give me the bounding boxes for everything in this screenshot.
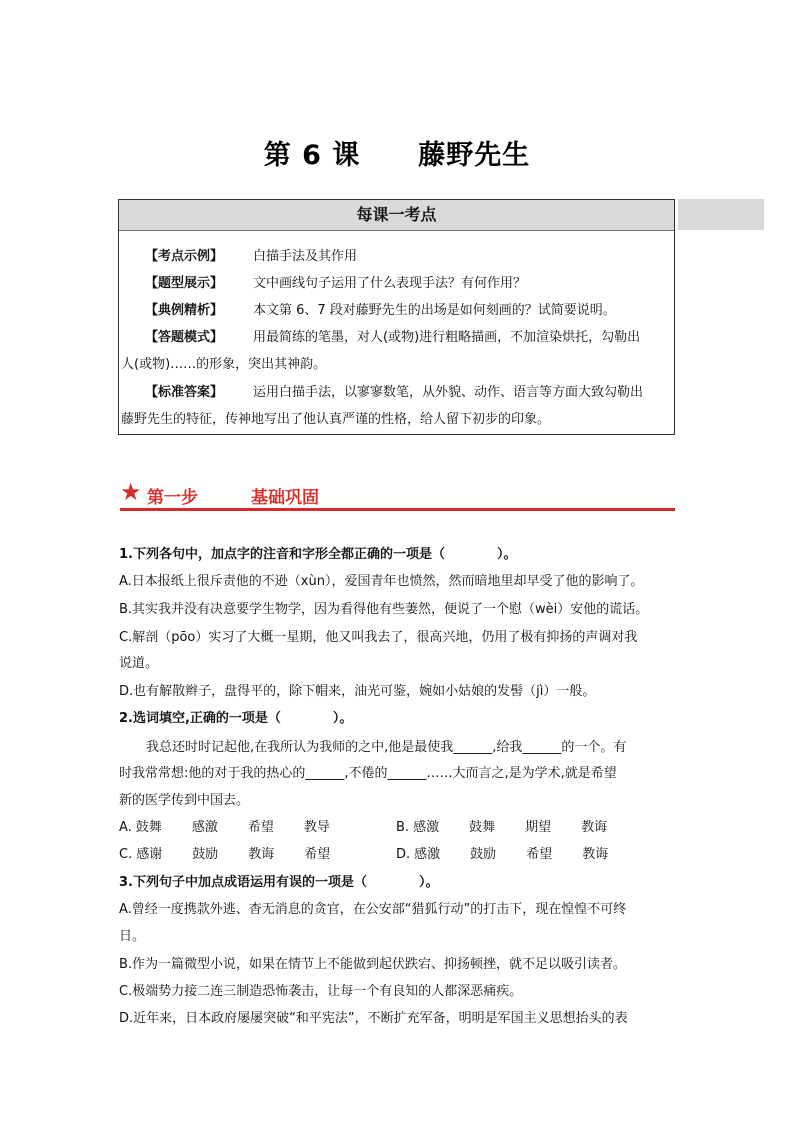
row-text: 文中画线句子运用了什么表现手法？有何作用？: [253, 276, 527, 291]
row-text: 用最简练的笔墨，对人(或物)进行粗略描画，不加渲染烘托，勾勒出: [253, 330, 641, 345]
option-word: 感谢: [136, 847, 163, 862]
step-name: 第一步: [147, 488, 198, 508]
option-word: 鼓舞: [469, 820, 496, 835]
question-3-option-b: B.作为一篇微型小说，如果在情节上不能做到起伏跌宕、抑扬顿挫，就不足以吸引读者。: [119, 957, 627, 972]
option-word: 期望: [525, 820, 552, 835]
row-label: 【典例精析】: [145, 303, 224, 318]
row-text: 本文第 6、7 段对藤野先生的出场是如何刻画的？试简要说明。: [253, 303, 616, 318]
option-word: 教诲: [248, 847, 275, 862]
option-word: 教诲: [582, 847, 609, 862]
question-3-option-a-cont: 日。: [119, 929, 146, 944]
option-word: 鼓舞: [135, 820, 162, 835]
question-1-option-c-cont: 说道。: [119, 656, 159, 671]
kaodian-row: [145, 271, 526, 297]
option-word: 感激: [413, 820, 440, 835]
question-3-stem: 3.下列句子中加点成语运用有误的一项是（ ）。: [119, 875, 439, 890]
kaodian-header: 每课一考点: [119, 200, 674, 231]
option-word: 感激: [191, 820, 218, 835]
question-2-passage: 我总还时时记起他,在我所认为我师的之中,他是最使我______,给我______的一个。有: [146, 740, 627, 755]
question-1-option-a: A.日本报纸上很斥责他的不逊（xùn），爱国青年也愤然，然而暗地里却早受了他的影响了。: [119, 574, 644, 589]
question-2-stem: 2.选词填空,正确的一项是（ ）。: [119, 711, 353, 726]
question-1-option-c: C.解剖（pōo）实习了大概一星期，他又叫我去了，很高兴地，仍用了极有抑扬的声调对我: [119, 630, 638, 645]
row-label: 【标准答案】: [145, 385, 224, 400]
standard-answer-cont: 藤野先生的特征，传神地写出了他认真严谨的性格，给人留下初步的印象。: [121, 412, 551, 427]
option-word: 鼓励: [192, 847, 219, 862]
question-1-option-b: B.其实我并没有决意要学生物学，因为看得他有些萋然，便说了一个慰（wèi）安他的谎话。: [119, 602, 649, 617]
question-1-stem: 1.下列各句中，加点字的注音和字形全都正确的一项是（ ）。: [119, 547, 517, 562]
star-icon: ★: [120, 478, 142, 506]
option-word: 感激: [414, 847, 441, 862]
option-key: A.: [119, 820, 132, 835]
option-key: C.: [119, 847, 133, 862]
page-title: [0, 133, 794, 172]
option-word: 教导: [303, 820, 330, 835]
option-word: 希望: [304, 847, 331, 862]
option-word: 希望: [526, 847, 553, 862]
question-2-passage: 新的医学传到中国去。: [119, 793, 250, 808]
option-word: 鼓励: [470, 847, 497, 862]
step-title: 基础巩固: [251, 488, 319, 508]
option-key: B.: [396, 820, 410, 835]
row-label: 【考点示例】: [145, 249, 224, 264]
row-text: 白描手法及其作用: [253, 249, 358, 264]
option-key: D.: [396, 847, 411, 862]
header-extension-bar: [678, 199, 764, 230]
answer-mode-row: [145, 325, 640, 351]
question-3-option-c: C.极端势力接二连三制造恐怖袭击，让每一个有良知的人都深恶痛疾。: [119, 984, 523, 999]
question-3-option-d: D.近年来，日本政府屡屡突破“和平宪法”，不断扩充军备，明明是军国主义思想抬头的表: [119, 1011, 628, 1026]
kaodian-row: [145, 244, 357, 270]
step-heading: [120, 478, 675, 511]
answer-mode-cont: 人(或物)……的形象，突出其神韵。: [121, 357, 327, 372]
question-2-option: [119, 816, 330, 835]
question-2-option: [119, 843, 330, 862]
option-word: 教诲: [581, 820, 608, 835]
row-label: 【答题模式】: [145, 330, 224, 345]
option-word: 希望: [247, 820, 274, 835]
standard-answer-row: [145, 380, 643, 406]
kaodian-box: [118, 199, 675, 435]
question-3-option-a: A.曾经一度携款外逃、杳无消息的贪官，在公安部“猎狐行动”的打击下，现在惶惶不可终: [119, 902, 627, 917]
question-2-option: [396, 843, 608, 862]
row-text: 运用白描手法，以寥寥数笔，从外貌、动作、语言等方面大致勾勒出: [253, 385, 644, 400]
lesson-name: 藤野先生: [418, 140, 531, 171]
question-1-option-d: D.也有解散辫子，盘得平的，除下帽来，油光可鉴，婉如小姑娘的发髻（jì）一般。: [119, 684, 596, 699]
question-2-passage: 时我常常想:他的对于我的热心的______,不倦的______……大而言之,是为学术,就是希望: [119, 766, 617, 781]
row-label: 【题型展示】: [145, 276, 224, 291]
kaodian-row: [145, 298, 616, 324]
lesson-number: 第 6 课: [263, 140, 361, 171]
question-2-option: [396, 816, 607, 835]
